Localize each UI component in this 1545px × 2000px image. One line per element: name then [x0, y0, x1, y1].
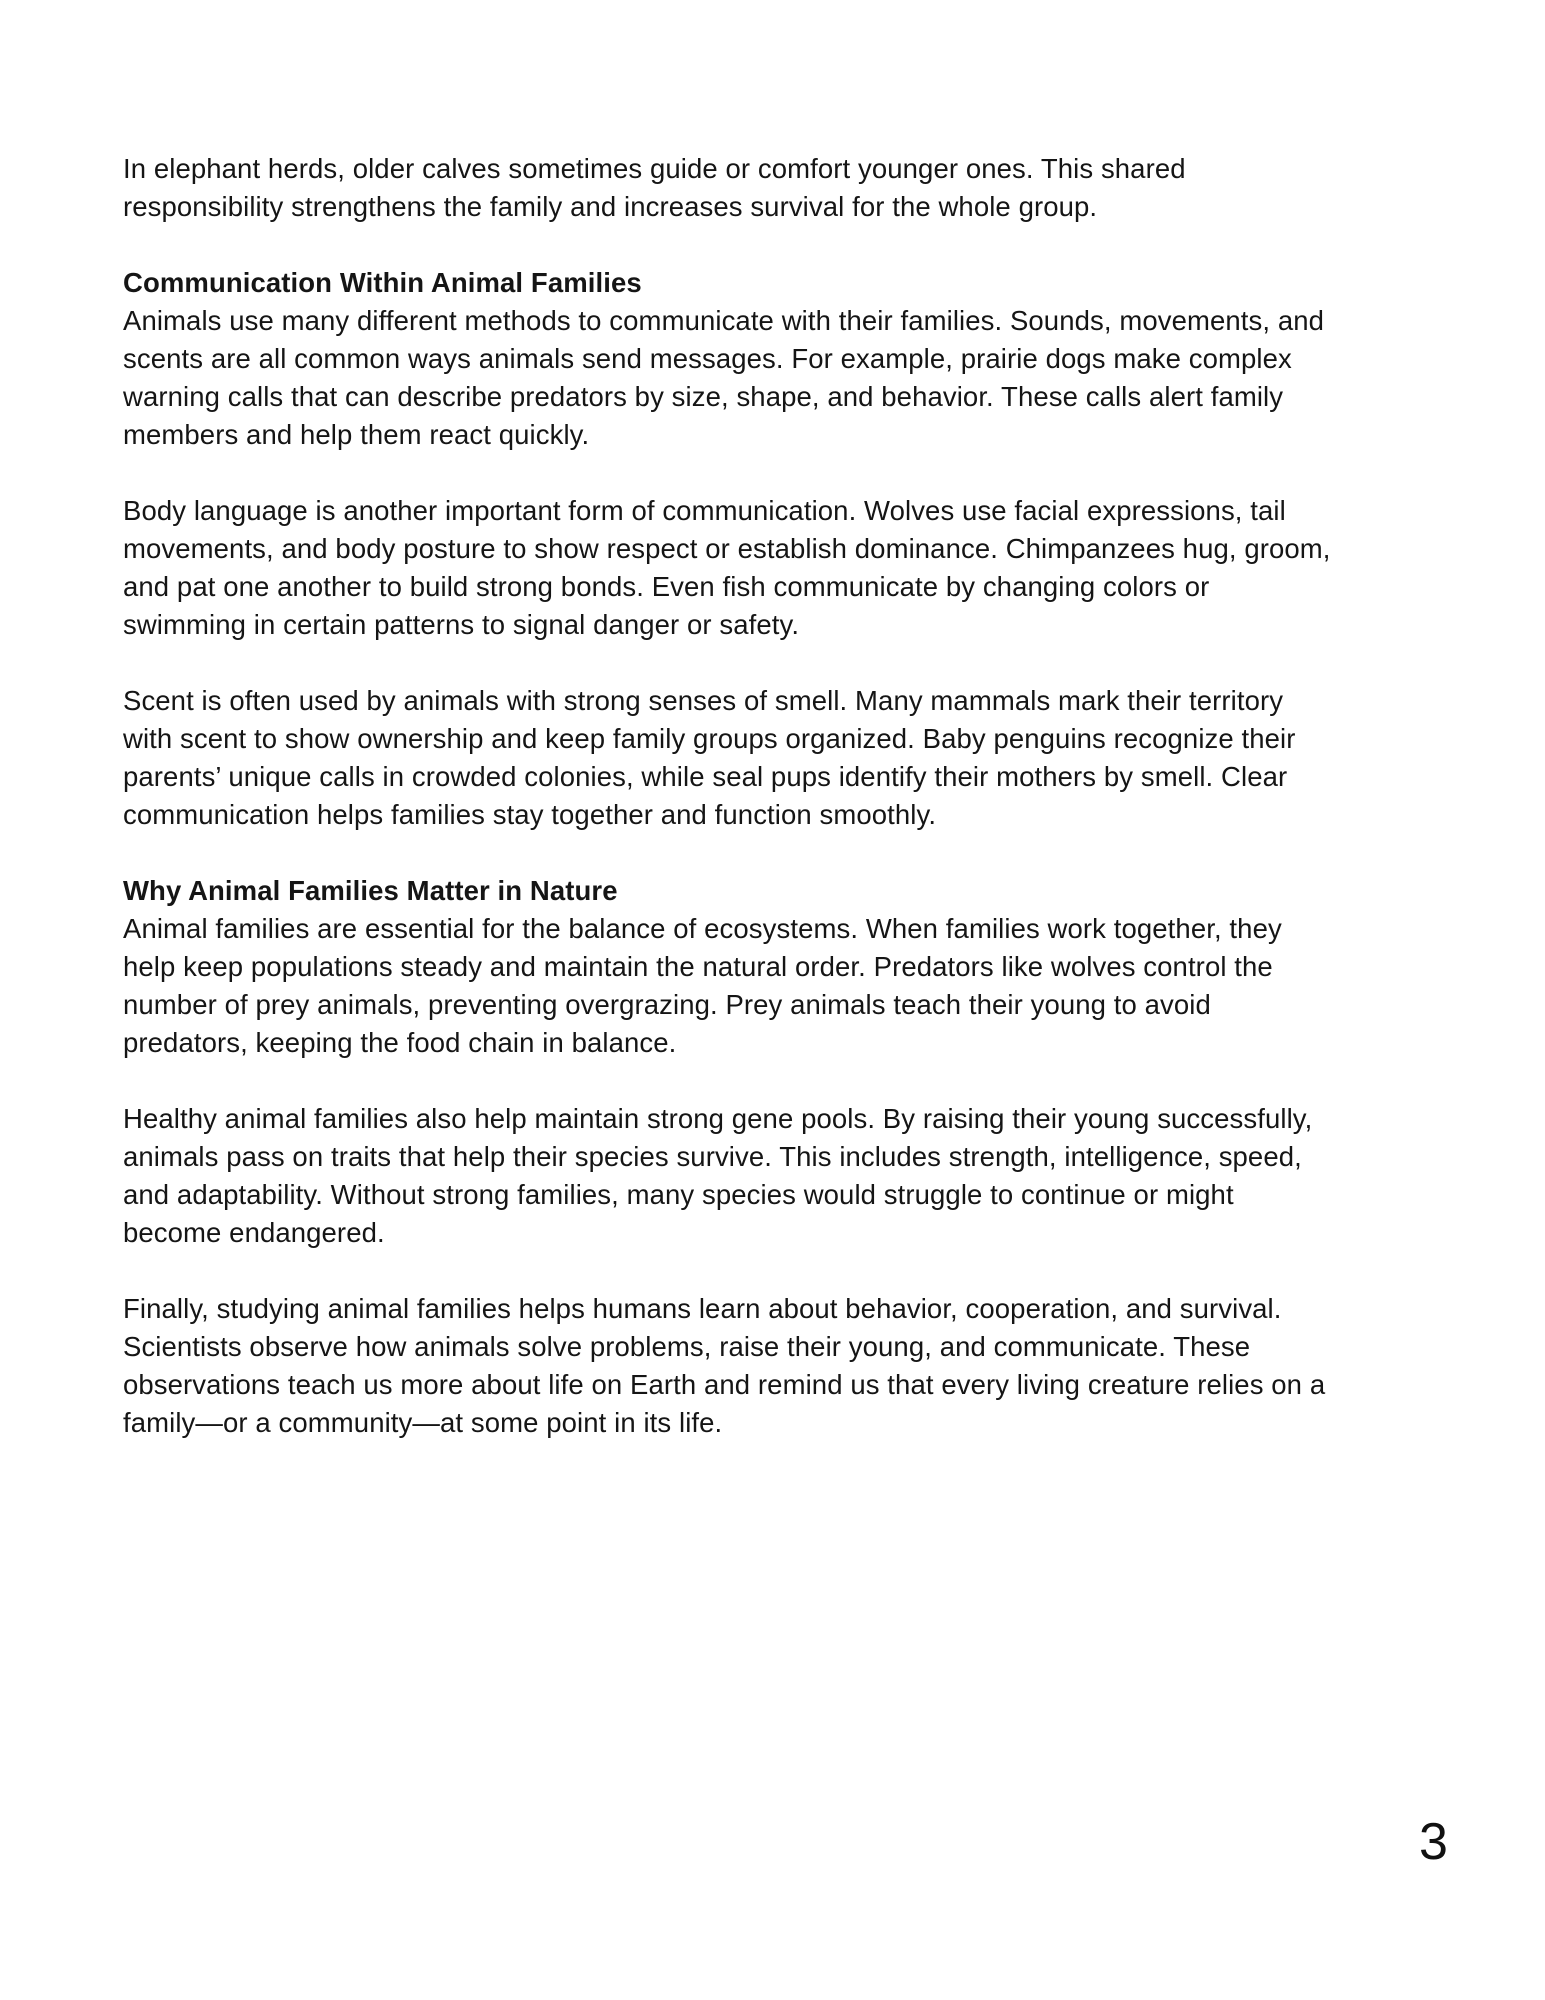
- text-line: with scent to show ownership and keep family groups organized. Baby penguins recognize their: [123, 723, 1296, 754]
- text-line: members and help them react quickly.: [123, 419, 590, 450]
- paragraph: [123, 492, 1438, 644]
- text-line: communication helps families stay together and function smoothly.: [123, 799, 937, 830]
- text-line: Animals use many different methods to communicate with their families. Sounds, movements, and: [123, 305, 1325, 336]
- paragraph: [123, 150, 1438, 226]
- text-line: scents are all common ways animals send messages. For example, prairie dogs make complex: [123, 343, 1292, 374]
- text-line: Communication Within Animal Families: [123, 267, 642, 298]
- text-line: Finally, studying animal families helps humans learn about behavior, cooperation, and survival.: [123, 1293, 1282, 1324]
- text-line: Body language is another important form of communication. Wolves use facial expressions, tail: [123, 495, 1286, 526]
- text-line: Animal families are essential for the balance of ecosystems. When families work together, they: [123, 913, 1282, 944]
- section-heading: [123, 872, 1438, 910]
- text-line: animals pass on traits that help their species survive. This includes strength, intelligence, speed,: [123, 1141, 1302, 1172]
- text-line: movements, and body posture to show respect or establish dominance. Chimpanzees hug, groom,: [123, 533, 1331, 564]
- paragraph: [123, 682, 1438, 834]
- text-line: number of prey animals, preventing overgrazing. Prey animals teach their young to avoid: [123, 989, 1211, 1020]
- text-line: swimming in certain patterns to signal danger or safety.: [123, 609, 800, 640]
- text-line: predators, keeping the food chain in balance.: [123, 1027, 677, 1058]
- text-line: Why Animal Families Matter in Nature: [123, 875, 618, 906]
- text-line: Scientists observe how animals solve problems, raise their young, and communicate. These: [123, 1331, 1251, 1362]
- text-line: family—or a community—at some point in its life.: [123, 1407, 723, 1438]
- document-body: [123, 150, 1438, 1480]
- paragraph: [123, 1100, 1438, 1252]
- text-line: Healthy animal families also help maintain strong gene pools. By raising their young successfully,: [123, 1103, 1313, 1134]
- paragraph: [123, 302, 1438, 454]
- text-line: and adaptability. Without strong families, many species would struggle to continue or might: [123, 1179, 1234, 1210]
- text-line: become endangered.: [123, 1217, 385, 1248]
- text-line: responsibility strengthens the family and increases survival for the whole group.: [123, 191, 1098, 222]
- text-line: warning calls that can describe predators by size, shape, and behavior. These calls alert family: [123, 381, 1284, 412]
- page-number: 3: [1419, 1813, 1448, 1871]
- section-heading: [123, 264, 1438, 302]
- text-line: In elephant herds, older calves sometimes guide or comfort younger ones. This shared: [123, 153, 1186, 184]
- text-line: and pat one another to build strong bonds. Even fish communicate by changing colors or: [123, 571, 1210, 602]
- text-line: help keep populations steady and maintain the natural order. Predators like wolves control the: [123, 951, 1273, 982]
- paragraph: [123, 910, 1438, 1062]
- text-line: observations teach us more about life on Earth and remind us that every living creature relies on a: [123, 1369, 1326, 1400]
- text-line: parents’ unique calls in crowded colonies, while seal pups identify their mothers by smell. Clear: [123, 761, 1288, 792]
- text-line: Scent is often used by animals with strong senses of smell. Many mammals mark their territory: [123, 685, 1284, 716]
- paragraph: [123, 1290, 1438, 1442]
